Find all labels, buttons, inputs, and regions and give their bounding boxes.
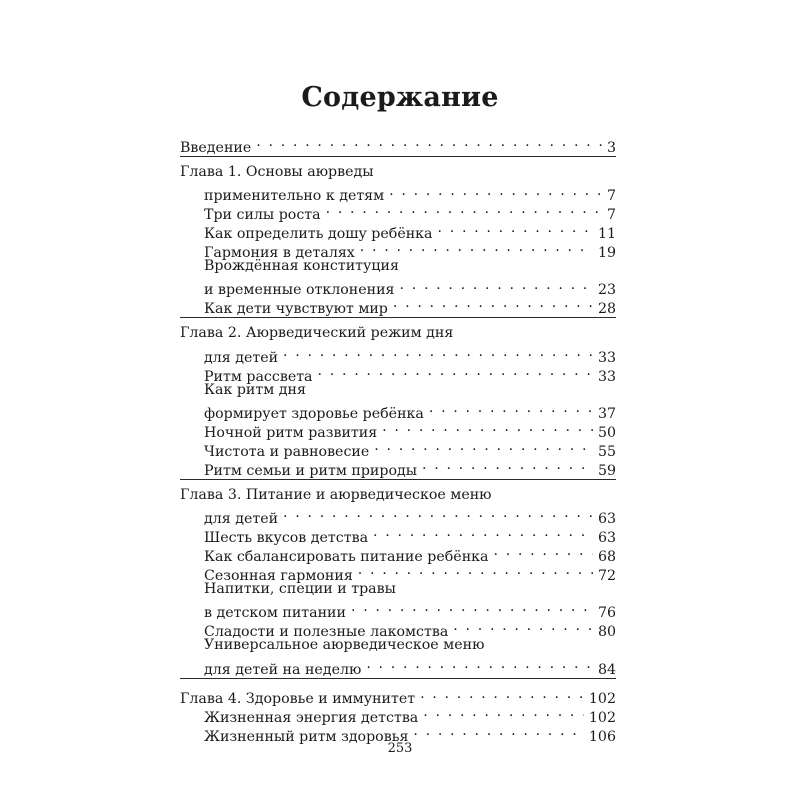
toc-entry-text: Гармония в деталях — [204, 244, 355, 261]
toc-entry-text: Универсальное аюрведическое меню — [204, 636, 485, 653]
toc-entry-text: Жизненная энергия детства — [204, 710, 419, 727]
dot-leader — [429, 399, 593, 418]
toc-page-number: 3 — [606, 139, 616, 156]
toc-chapter-heading[interactable] — [180, 163, 616, 182]
toc-entry-text: Глава 3. Питание и аюрведическое меню — [180, 486, 492, 503]
toc-entry[interactable] — [180, 276, 616, 299]
dot-leader — [283, 504, 593, 523]
page-title: Содержание — [301, 82, 499, 113]
dot-leader — [420, 685, 584, 704]
toc-entry-text: Ритм рассвета — [204, 368, 313, 385]
table-of-contents — [180, 133, 616, 745]
toc-entry-text: Чистота и равновесие — [204, 443, 370, 460]
toc-entry-text: Сезонная гармония — [204, 567, 353, 584]
toc-entry[interactable] — [180, 343, 616, 366]
toc-page-number: 63 — [597, 511, 616, 528]
toc-page-number: 33 — [597, 368, 616, 385]
toc-entry-text: Жизненный ритм здоровья — [204, 728, 409, 745]
dot-leader — [400, 276, 593, 295]
toc-entry-text: Как дети чувствуют мир — [204, 301, 388, 318]
dot-leader — [360, 238, 593, 257]
dot-leader — [326, 200, 602, 219]
toc-page-number: 11 — [597, 225, 616, 242]
toc-page-number: 23 — [597, 282, 616, 299]
toc-entry-line[interactable] — [180, 381, 616, 400]
toc-page-number: 19 — [597, 244, 616, 261]
toc-entry-line[interactable] — [180, 580, 616, 599]
dot-leader — [453, 617, 593, 636]
dot-leader — [389, 182, 602, 201]
toc-page-number: 7 — [606, 188, 616, 205]
dot-leader — [413, 722, 584, 741]
toc-entry-text: Три силы роста — [204, 207, 321, 224]
dot-leader — [422, 456, 593, 475]
toc-chapter-heading[interactable] — [180, 685, 616, 708]
dot-leader — [393, 294, 593, 313]
toc-entry-text: для детей на неделю — [204, 661, 362, 678]
toc-entry-line[interactable] — [180, 257, 616, 276]
toc-entry-text: Глава 2. Аюрведический режим дня — [180, 325, 454, 342]
toc-entry[interactable] — [180, 399, 616, 423]
toc-entry-text: Введение — [180, 139, 252, 156]
dot-leader — [382, 418, 593, 437]
dot-leader — [256, 133, 602, 152]
dot-leader — [374, 437, 593, 456]
toc-entry-text: Врождённая конституция — [204, 257, 399, 274]
toc-page-number: 28 — [597, 301, 616, 318]
dot-leader — [318, 362, 593, 381]
dot-leader — [283, 343, 593, 362]
toc-page-number: 80 — [597, 623, 616, 640]
toc-entry-text: Глава 1. Основы аюрведы — [180, 163, 374, 180]
toc-entry-text: применительно к детям — [204, 188, 385, 205]
toc-entry-text: Как ритм дня — [204, 381, 306, 398]
toc-page-number: 63 — [597, 529, 616, 546]
toc-entry[interactable] — [180, 133, 616, 156]
dot-leader — [366, 655, 593, 674]
dot-leader — [351, 598, 593, 617]
toc-entry[interactable] — [180, 182, 616, 205]
toc-entry-text: Ночной ритм развития — [204, 424, 378, 441]
toc-chapter-heading[interactable] — [180, 324, 616, 343]
dot-leader — [373, 523, 593, 542]
toc-page-number: 7 — [606, 207, 616, 224]
toc-entry[interactable] — [180, 655, 616, 678]
toc-page-number: 76 — [597, 605, 616, 622]
toc-page-number: 55 — [597, 443, 616, 460]
dot-leader — [493, 542, 592, 561]
toc-entry-text: для детей — [204, 511, 279, 528]
toc-entry-text: и временные отклонения — [204, 282, 395, 299]
toc-entry[interactable] — [180, 598, 616, 622]
toc-entry-text: Глава 4. Здоровье и иммунитет — [180, 691, 416, 708]
toc-entry-text: Ритм семьи и ритм природы — [204, 462, 418, 479]
toc-page-number: 102 — [588, 710, 616, 727]
toc-entry-text: формирует здоровье ребёнка — [204, 406, 424, 423]
toc-entry-text: Сладости и полезные лакомства — [204, 623, 449, 640]
toc-page-number: 59 — [597, 462, 616, 479]
toc-entry-text: для детей — [204, 349, 279, 366]
toc-page-number: 68 — [597, 548, 616, 565]
dot-leader — [423, 703, 584, 722]
toc-page-number: 50 — [597, 424, 616, 441]
toc-entry-text: Как определить дошу ребёнка — [204, 225, 433, 242]
toc-page-number: 33 — [597, 349, 616, 366]
toc-page-number: 37 — [597, 406, 616, 423]
page-number: 253 — [387, 741, 413, 756]
dot-leader — [358, 561, 593, 580]
toc-entry[interactable] — [180, 504, 616, 528]
toc-entry-text: Как сбалансировать питание ребёнка — [204, 548, 489, 565]
toc-page-number: 84 — [597, 661, 616, 678]
toc-page-number: 106 — [588, 728, 616, 745]
toc-chapter-heading[interactable] — [180, 486, 616, 505]
toc-page-number: 102 — [588, 691, 616, 708]
toc-page-number: 72 — [597, 567, 616, 584]
toc-entry-text: Напитки, специи и травы — [204, 580, 396, 597]
dot-leader — [438, 219, 593, 238]
toc-entry-text: в детском питании — [204, 605, 346, 622]
toc-entry-text: Шесть вкусов детства — [204, 529, 369, 546]
toc-entry-line[interactable] — [180, 636, 616, 655]
